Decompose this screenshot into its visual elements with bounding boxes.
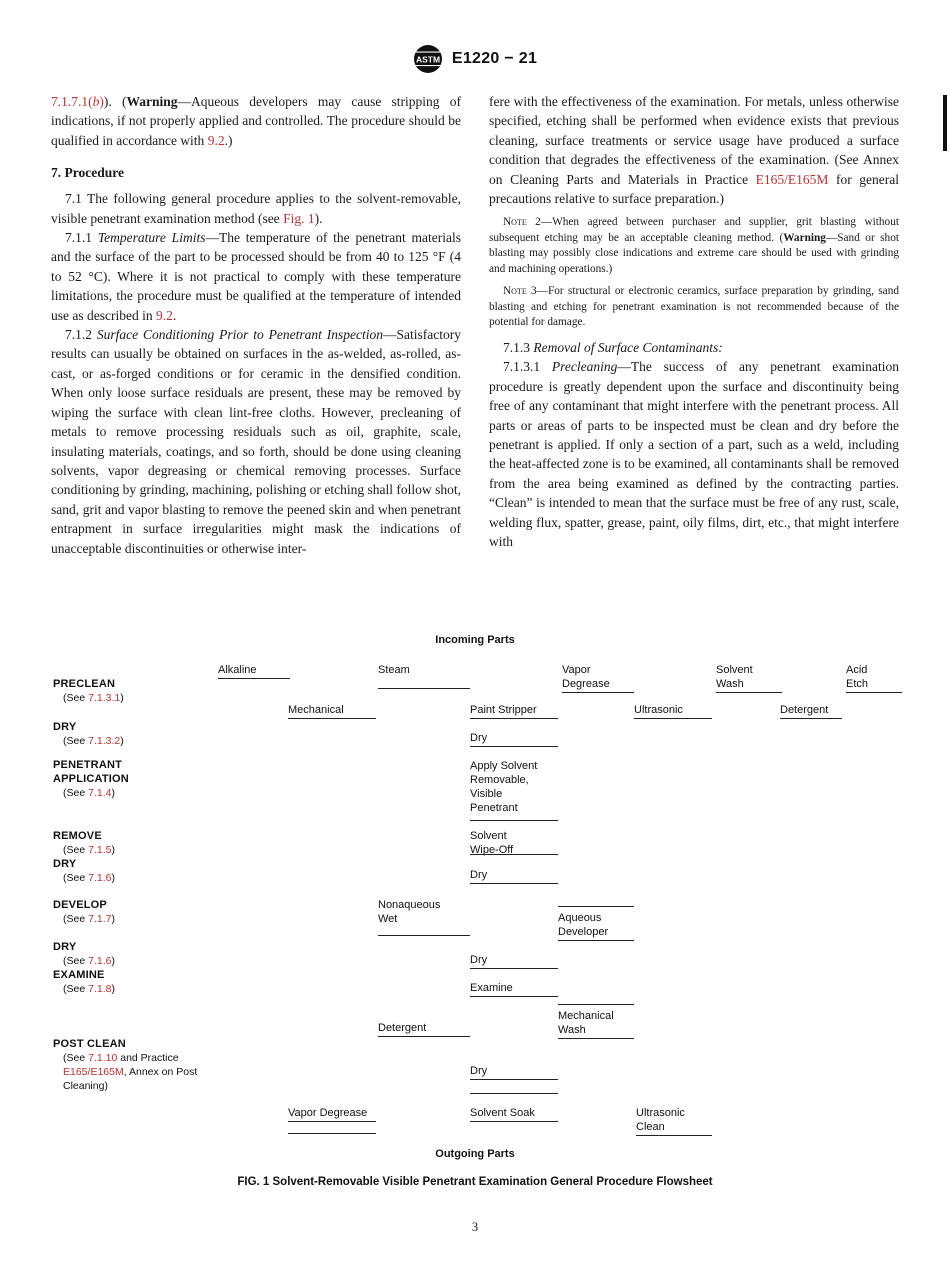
paragraph-right-continuation: fere with the effectiveness of the examination. For metals, unless otherwise specified, etching shall be performed when evidence exists that previous cleaning, surface treatments or service usage have produced a surface condition that degrades the effectiveness of the examination. (See Annex on Cleaning Parts and Materials in Practice E165/E165M for general precautions relative to surface preparation.) xyxy=(489,94,900,207)
flow-node-dry-2: Dry xyxy=(470,868,558,884)
stage-dry-2-label: DRY xyxy=(53,858,77,870)
stage-preclean-see: (See 7.1.3.1) xyxy=(63,692,124,704)
flow-node-mechanical: Mechanical xyxy=(288,703,376,719)
flow-node-paint-stripper: Paint Stripper xyxy=(470,703,558,719)
designation: E1220 − 21 xyxy=(451,50,538,67)
flow-node-dry-1: Dry xyxy=(470,731,558,747)
stage-post-clean-see-3: Cleaning) xyxy=(63,1080,108,1092)
astm-logo-icon xyxy=(413,44,443,74)
stage-dry-1 xyxy=(53,720,124,748)
stage-develop-see: (See 7.1.7) xyxy=(63,913,115,925)
flow-node-solvent-wipe-off: Solvent Wipe-Off xyxy=(470,829,558,855)
stage-dry-3 xyxy=(53,940,115,968)
flow-node-nonaqueous-wet: Nonaqueous Wet xyxy=(378,898,470,936)
stage-examine-see: (See 7.1.8) xyxy=(63,983,115,995)
change-bar xyxy=(943,95,947,151)
flow-node-acid-etch: Acid Etch xyxy=(846,663,902,693)
stage-dry-1-see: (See 7.1.3.2) xyxy=(63,735,124,747)
flow-node-detergent: Detergent xyxy=(780,703,842,719)
flow-node-examine: Examine xyxy=(470,981,558,997)
stage-develop-label: DEVELOP xyxy=(53,899,107,911)
flow-connector-line xyxy=(470,1086,558,1094)
document-header xyxy=(0,44,950,74)
ref-link[interactable]: 9.2 xyxy=(207,132,225,148)
ref-link[interactable]: 9.2 xyxy=(155,307,173,323)
flow-node-detergent-bottom: Detergent xyxy=(378,1021,470,1037)
ref-link[interactable]: 7.1.3.2 xyxy=(88,735,121,747)
incoming-parts-label: Incoming Parts xyxy=(435,634,515,646)
flow-node-apply-penetrant: Apply Solvent Removable, Visible Penetrant xyxy=(470,759,558,821)
flow-node-mechanical-wash: Mechanical Wash xyxy=(558,1009,634,1039)
paragraph-7-1-2: 7.1.2 Surface Conditioning Prior to Penetrant Inspection—Satisfactory results can usually be obtained on surfaces in the as-welded, as-rolled, as-cast, or as-forged conditions or for ceramic in the densified condition. When only loose surface residuals are present, these may be removed by wiping the surface with clean lint-free cloths. However, precleaning of metals to remove processing residuals such as oil, graphite, scale, insulating materials, coatings, and so forth, should be done using cleaning solvents, vapor degreasing or chemical removing processes. Surface conditioning by grinding, machining, polishing or etching shall follow shot, sand, grit and vapor blasting to remove the peened skin and when penetrant entrapment in surface irregularities might mask the indications of unacceptable discontinuities or otherwise inter- xyxy=(51,327,461,556)
flow-node-dry-3: Dry xyxy=(470,953,558,969)
flow-node-ultrasonic-clean: Ultrasonic Clean xyxy=(636,1106,712,1136)
stage-dry-2-see: (See 7.1.6) xyxy=(63,872,115,884)
flow-node-solvent-wash: Solvent Wash xyxy=(716,663,782,693)
stage-dry-1-label: DRY xyxy=(53,721,77,733)
stage-preclean xyxy=(53,677,124,705)
page-number: 3 xyxy=(471,1220,479,1234)
outgoing-parts-label: Outgoing Parts xyxy=(435,1148,515,1160)
stage-examine-label: EXAMINE xyxy=(53,969,105,981)
astm-logo-text: ASTM xyxy=(415,54,440,65)
ref-link[interactable]: 7.1.8 xyxy=(88,983,112,995)
stage-remove-label: REMOVE xyxy=(53,830,102,842)
flow-node-vapor-degrease-bottom: Vapor Degrease xyxy=(288,1106,376,1122)
right-column xyxy=(489,92,899,558)
section-7-heading: 7. Procedure xyxy=(51,165,124,181)
stage-post-clean-see-2: E165/E165M, Annex on Post xyxy=(63,1066,198,1078)
ref-link[interactable]: 7.1.7.1( xyxy=(51,94,93,109)
ref-link[interactable]: E165/E165M xyxy=(63,1066,124,1078)
ref-link[interactable]: Fig. 1 xyxy=(283,210,315,226)
stage-dry-3-see: (See 7.1.6) xyxy=(63,955,115,967)
stage-examine xyxy=(53,968,115,996)
ref-link[interactable]: 7.1.6 xyxy=(88,955,112,967)
flow-connector-line xyxy=(288,1126,376,1134)
text-columns xyxy=(51,92,899,558)
ref-link[interactable]: 7.1.3.1 xyxy=(88,692,121,704)
flow-node-aqueous-developer: Aqueous Developer xyxy=(558,911,634,941)
stage-preclean-label: PRECLEAN xyxy=(53,678,116,690)
stage-penetrant-application-see: (See 7.1.4) xyxy=(63,787,115,799)
stage-dry-3-label: DRY xyxy=(53,941,77,953)
ref-link[interactable]: 7.1.7 xyxy=(88,913,112,925)
stage-post-clean-see-1: (See 7.1.10 and Practice xyxy=(63,1052,179,1064)
flow-node-vapor-degrease: Vapor Degrease xyxy=(562,663,634,693)
left-column xyxy=(51,92,461,558)
stage-penetrant-application xyxy=(53,758,129,800)
ref-link[interactable]: 7.1.5 xyxy=(88,844,112,856)
ref-link[interactable]: 7.1.4 xyxy=(88,787,112,799)
flow-connector-line xyxy=(558,899,634,907)
paragraph-7-1-3: 7.1.3 Removal of Surface Contaminants: xyxy=(503,339,723,355)
ref-link[interactable]: ) xyxy=(99,94,104,109)
figure-caption: FIG. 1 Solvent-Removable Visible Penetrant Examination General Procedure Flowsheet xyxy=(237,1176,713,1188)
stage-dry-2 xyxy=(53,857,115,885)
ref-link[interactable]: 7.1.6 xyxy=(88,872,112,884)
flow-node-ultrasonic: Ultrasonic xyxy=(634,703,712,719)
paragraph-7-1-1: 7.1.1 Temperature Limits—The temperature of the penetrant materials and the surface of the part to be processed should be from 40 to 125 °F (4 to 52 °C). Where it is not practical to comply with these temperature limitations, the procedure must be qualified at the temperature of intended use as described in 9.2. xyxy=(51,230,462,323)
paragraph-7-1-3-1: 7.1.3.1 Precleaning—The success of any penetrant examination procedure is greatly dependent upon the surface and discontinuity being free of any contaminant that might interfere with the penetrant process. All parts or areas of parts to be inspected must be clean and dry before the penetrant is applied. If only a section of a part, such as a weld, including the heat-affected zone is to be examined, all contaminants shall be removed from the area being examined as defined by the contracting parties. “Clean” is intended to mean that the surface must be free of any rust, scale, welding flux, spatter, grease, paint, oily films, dirt, etc., that might interfere with xyxy=(489,359,900,549)
paragraph-warning-continuation: 7.1.7.1(b)). (Warning—Aqueous developers may cause stripping of indications, if not properly applied and controlled. The procedure should be qualified in accordance with 9.2.) xyxy=(51,94,461,148)
flow-connector-line xyxy=(558,997,634,1005)
ref-link[interactable]: 7.1.10 xyxy=(88,1052,118,1064)
stage-penetrant-application-label: PENETRANT APPLICATION xyxy=(53,759,129,785)
flow-node-alkaline: Alkaline xyxy=(218,663,290,679)
note-3: Note 3—For structural or electronic ceramics, surface preparation by grinding, sand blasting and etching for penetrant examination is not recommended because of the potential for damage. xyxy=(489,285,899,329)
ref-link[interactable]: b xyxy=(92,94,100,109)
flow-node-steam: Steam xyxy=(378,663,470,689)
stage-post-clean xyxy=(53,1037,197,1093)
flow-node-solvent-soak: Solvent Soak xyxy=(470,1106,558,1122)
stage-remove xyxy=(53,829,115,857)
paragraph-7-1: 7.1 The following general procedure applies to the solvent-removable, visible penetrant examination method (see Fig. 1). xyxy=(51,191,461,226)
stage-develop xyxy=(53,898,115,926)
flow-node-dry-4: Dry xyxy=(470,1064,558,1080)
note-2: Note 2—When agreed between purchaser and supplier, grit blasting without subsequent etching may be an acceptable cleaning method. (Warning—Sand or shot blasting may possibly close indications and extreme care should be used with grinding and machining operations.) xyxy=(489,216,899,275)
stage-post-clean-label: POST CLEAN xyxy=(53,1038,126,1050)
ref-link[interactable]: E165/E165M xyxy=(755,171,829,187)
stage-remove-see: (See 7.1.5) xyxy=(63,844,115,856)
